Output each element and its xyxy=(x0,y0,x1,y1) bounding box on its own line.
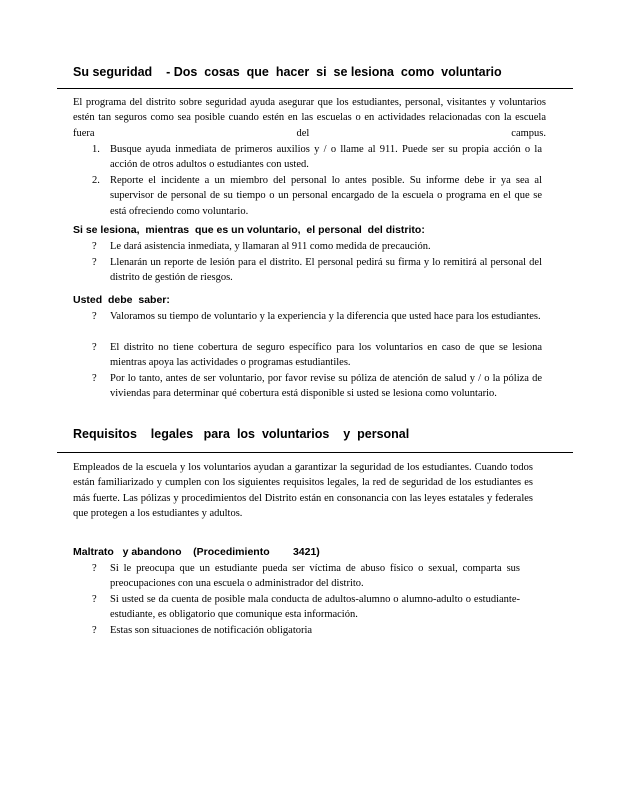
list-item-text: Si le preocupa que un estudiante pueda ser víctima de abuso físico o sexual, comparta sus preocupaciones con una escuela o administrador del distrito. xyxy=(110,563,520,590)
step-text: Reporte el incidente a un miembro del personal lo antes posible. Su informe debe ir ya sea al supervisor de personal de su tiempo o un personal encargado de la escuela o programa en el que se está ofreciendo como voluntario. xyxy=(110,175,542,217)
section-divider xyxy=(57,88,573,89)
heading-if-injured: Si se lesiona, mientras que es un voluntario, el personal del distrito: xyxy=(73,224,425,236)
bullet-glyph: ? xyxy=(92,563,97,574)
heading-you-should-know: Usted debe saber: xyxy=(73,294,170,306)
list-item-text: Valoramos su tiempo de voluntario y la experiencia y la diferencia que usted hace para los estudiantes. xyxy=(110,311,541,322)
list-item xyxy=(92,561,548,593)
list-item-text: Por lo tanto, antes de ser voluntario, por favor revise su póliza de atención de salud y / o la póliza de viviendas para determinar qué cobertura está disponible si usted se lesiona como voluntario. xyxy=(110,373,542,400)
bullet-glyph: ? xyxy=(92,342,97,353)
list-item xyxy=(92,239,548,255)
list-item-text: Llenarán un reporte de lesión para el distrito. El personal pedirá su firma y lo remitirá al personal del distrito de gestión de riesgos. xyxy=(110,257,542,284)
safety-intro-paragraph: El programa del distrito sobre seguridad ayuda asegurar que los estudiantes, personal, visitantes y voluntarios estén tan seguros como sea posible cuando estén en las escuelas o en actividades relacionadas con la escuela fuera del campus. xyxy=(73,97,546,139)
bullet-glyph: ? xyxy=(92,373,97,384)
list-item xyxy=(92,371,548,419)
bullet-glyph: ? xyxy=(92,257,97,268)
list-item-text: Estas son situaciones de notificación obligatoria xyxy=(110,625,313,636)
list-item xyxy=(92,340,548,372)
list-item-text: El distrito no tiene cobertura de seguro específico para los voluntarios en caso de que se lesiona mientras apoya las actividades o programas estudiantiles. xyxy=(110,342,542,369)
list-item xyxy=(92,309,548,341)
section-title-legal-requirements: Requisitos legales para los voluntarios y personal xyxy=(73,427,410,441)
bullet-glyph: ? xyxy=(92,311,97,322)
step-text: Busque ayuda inmediata de primeros auxilios y / o llame al 911. Puede ser su propia acción o la acción de otros adultos o estudiantes con usted. xyxy=(110,144,542,171)
step-item xyxy=(92,173,548,219)
list-item xyxy=(92,623,548,639)
step-number: 2. xyxy=(92,175,100,186)
heading-abuse-neglect: Maltrato y abandono (Procedimiento 3421) xyxy=(73,546,320,558)
list-item-text: Si usted se da cuenta de posible mala conducta de adultos-alumno o alumno-adulto o estudiante-estudiante, es obligatorio que comunique esta información. xyxy=(110,594,520,621)
step-number: 1. xyxy=(92,144,100,155)
legal-intro-paragraph: Empleados de la escuela y los voluntarios ayudan a garantizar la seguridad de los estudiantes. Cuando todos están familiarizado y cumplen con los siguientes requisitos legales, la red de seguridad de los estudiantes es más fuerte. Las pólizas y procedimientos del Distrito están en consonancia con las leyes estatales y federales que protegen a los estudiantes y adultos. xyxy=(73,462,533,519)
bullet-glyph: ? xyxy=(92,625,97,636)
list-item xyxy=(92,255,548,287)
bullet-glyph: ? xyxy=(92,241,97,252)
list-item-text: Le dará asistencia inmediata, y llamaran al 911 como medida de precaución. xyxy=(110,241,431,252)
section-title-safety: Su seguridad - Dos cosas que hacer si se lesiona como voluntario xyxy=(73,65,502,79)
section-divider xyxy=(57,452,573,453)
list-item xyxy=(92,592,548,624)
bullet-glyph: ? xyxy=(92,594,97,605)
